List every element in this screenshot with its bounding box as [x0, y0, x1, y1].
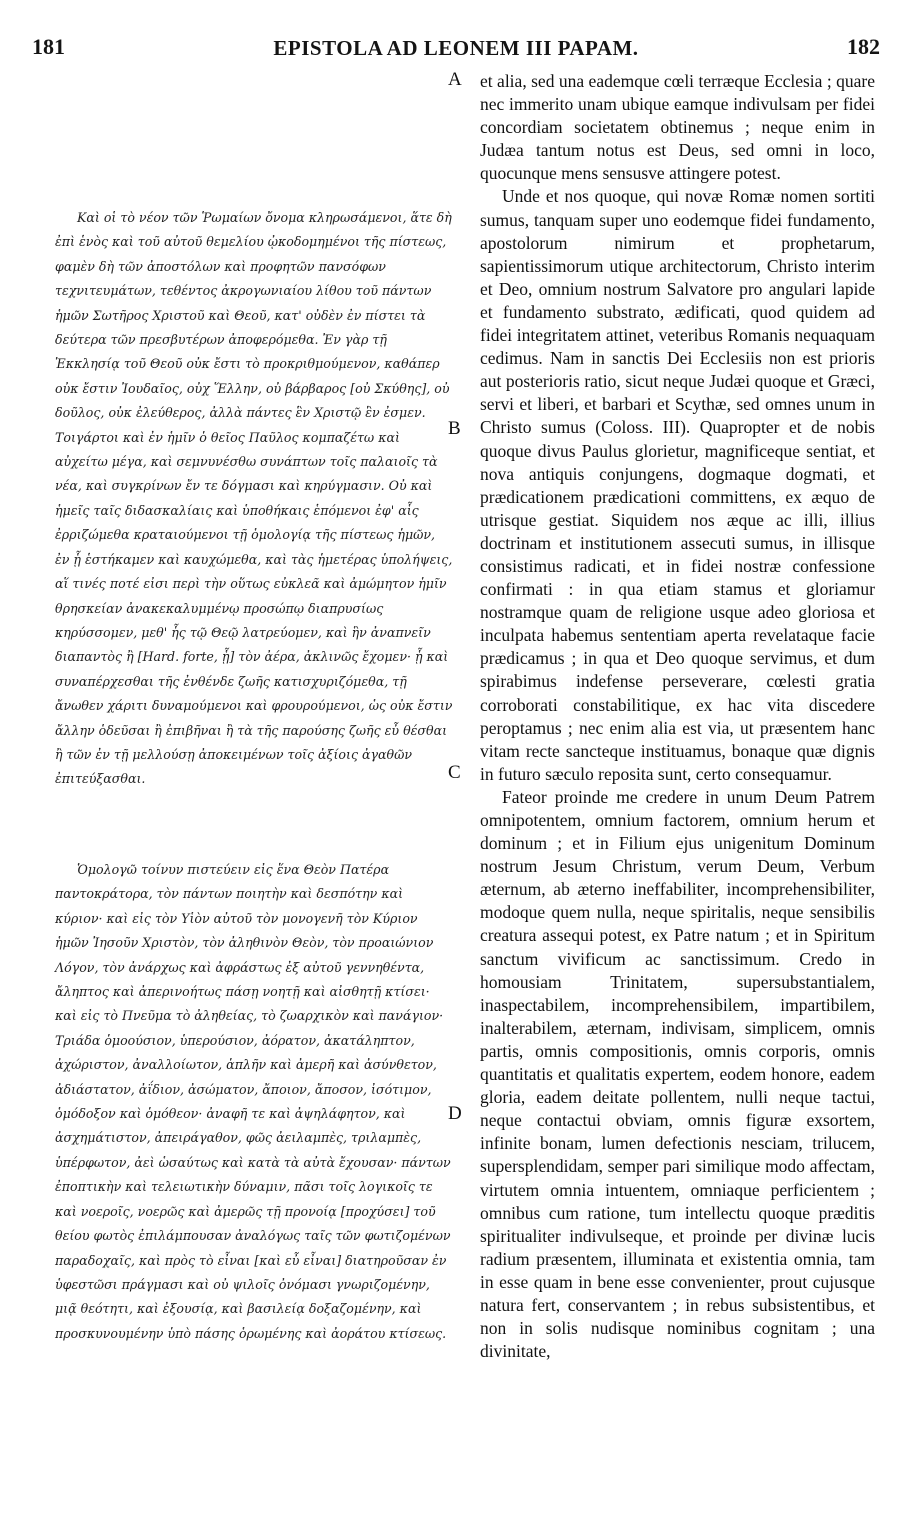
latin-column [480, 70, 875, 1363]
latin-paragraph-1: et alia, sed una eademque cœli terræque Ecclesia ; quare nec immerito unam ubique eamque indivulsam per fidei concordiam societatem obtinemus ; neque enim in Judæa tantum notus est Deus, sed omni in loco, quocunque mens sensusve attingere potest. [480, 71, 875, 184]
running-title: EPISTOLA AD LEONEM III PAPAM. [273, 36, 639, 60]
section-marker-d: D [448, 1103, 462, 1124]
right-page-number: 182 [847, 34, 880, 59]
greek-paragraph-1: Καὶ οἱ τὸ νέον τῶν Ῥωμαίων ὄνομα κληρωσάμενοι, ἅτε δὴ ἐπὶ ἑνὸς καὶ τοῦ αὐτοῦ θεμελίου ᾠκοδομημένοι τῆς πίστεως, φαμὲν δὴ τῶν ἀποστόλων καὶ προφητῶν πανσόφων τεχνιτευμάτων, τεθέντος ἀκρογωνιαίου λίθου τοῦ πάντων ἡμῶν Σωτῆρος Χριστοῦ καὶ Θεοῦ, κατ' οὐδὲν ἐν πίστει τὰ δεύτερα τῶν πρεσβυτέρων ἀποφερόμεθα. Ἐν γὰρ τῇ Ἐκκλησίᾳ τοῦ Θεοῦ οὐκ ἔστι τὸ προκριθμούμενον, καθάπερ οὐκ ἔστιν Ἰουδαῖος, οὐχ Ἕλλην, οὐ βάρβαρος [οὐ Σκύθης], οὐ δοῦλος, οὐκ ἐλεύθερος, ἀλλὰ πάντες ἓν Χριστῷ ἓν ἐσμεν. Τοιγάρτοι καὶ ἐν ἡμῖν ὁ θεῖος Παῦλος κομπαζέτω καὶ αὐχείτω μέγα, καὶ σεμνυνέσθω συνάπτων τοῖς παλαιοῖς τὰ νέα, καὶ συγκρίνων ἔν τε δόγμασι καὶ κηρύγμασιν. Οὐ καὶ ἡμεῖς ταῖς διδασκαλίαις καὶ ὑποθήκαις ἑπόμενοι ἐφ' αἷς ἐρριζώμεθα κραταιούμενοι τῇ ὁμολογίᾳ τῆς πίστεως ἡμῶν, ἐν ᾗ ἑστήκαμεν καὶ καυχώμεθα, καὶ τὰς ἡμετέρας ὑπολήψεις, αἵ τινές ποτέ εἰσι περὶ τὴν οὕτως εὐκλεᾶ καὶ ἀμώμητον ἡμῖν θρησκείαν ἀνακεκαλυμμένῳ προσώπῳ διαπρυσίως κηρύσσομεν, μεθ' ἧς τῷ Θεῷ λατρεύομεν, καὶ ἣν ἀναπνεῖν διαπαντὸς ἢ [Hard. forte, ᾗ] τὸν ἀέρα, ἀκλινῶς ἔχομεν· ᾗ καὶ συναπέρχεσθαι τῆς ἐνθένδε ζωῆς κατισχυριζόμεθα, τῇ ἄνωθεν χάριτι δυναμούμενοι καὶ φρουρούμενοι, ὡς οὐκ ἔστιν ἄλλην ὁδεῦσαι ἢ ἐπιβῆναι ἢ τὰ τῆς παρούσης ζωῆς εὖ θέσθαι ἢ τῶν ἐν τῇ μελλούσῃ ἀποκειμένων τοῖς ἀξίοις ἀγαθῶν ἐπιτεύξασθαι. [55, 210, 453, 787]
section-marker-c: C [448, 762, 461, 783]
left-page-number: 181 [32, 34, 65, 59]
greek-paragraph-1-block [55, 206, 453, 792]
greek-paragraph-2: Ὁμολογῶ τοίνυν πιστεύειν εἰς ἕνα Θεὸν Πατέρα παντοκράτορα, τὸν πάντων ποιητὴν καὶ δεσπότην καὶ κύριον· καὶ εἰς τὸν Υἱὸν αὐτοῦ τὸν μονογενῆ τὸν Κύριον ἡμῶν Ἰησοῦν Χριστὸν, τὸν ἀληθινὸν Θεὸν, τὸν προαιώνιον Λόγον, τὸν ἀνάρχως καὶ ἀφράστως ἐξ αὐτοῦ γεννηθέντα, ἄληπτος καὶ ἀπερινοήτως πάσῃ νοητῇ καὶ αἰσθητῇ κτίσει· καὶ εἰς τὸ Πνεῦμα τὸ ἀληθείας, τὸ ζωαρχικὸν καὶ πανάγιον· Τριάδα ὁμοούσιον, ὑπερούσιον, ἀόρατον, ἀκατάληπτον, ἀχώριστον, ἀναλλοίωτον, ἁπλῆν καὶ ἀμερῆ καὶ ἀσύνθετον, ἀδιάστατον, ἀΐδιον, ἀσώματον, ἄποιον, ἄποσον, ἰσότιμον, ὁμόδοξον καὶ ὁμόθεον· ἀναφῆ τε καὶ ἀψηλάφητον, καὶ ἀσχημάτιστον, ἀπειράγαθον, φῶς ἀειλαμπὲς, τριλαμπὲς, ὑπέρφωτον, ἀεὶ ὡσαύτως καὶ κατὰ τὰ αὐτὰ ἔχουσαν· πάντων ἐποπτικὴν καὶ τελειωτικὴν δύναμιν, πᾶσι τοῖς λογικοῖς τε καὶ νοεροῖς, νοερῶς καὶ ἀμερῶς τῇ προνοίᾳ [προχύσει] τοῦ θείου φωτὸς ἐπιλάμπουσαν ἀναλόγως ταῖς τῶν φωτιζομένων παραδοχαῖς, καὶ πρὸς τὸ εἶναι [καὶ εὖ εἶναι] διατηροῦσαν ἐν ὑφεστῶσι πράγμασι καὶ οὐ ψιλοῖς ὀνόμασι γνωριζομένην, μιᾷ θεότητι, καὶ ἐξουσίᾳ, καὶ βασιλείᾳ δοξαζομένην, καὶ προσκυνουμένην ὑπὸ πάσης ὁρωμένης καὶ ἀοράτου κτίσεως. [55, 862, 451, 1341]
section-marker-a: A [448, 69, 462, 90]
greek-paragraph-2-block [55, 858, 453, 1346]
section-marker-b: B [448, 418, 461, 439]
latin-paragraph-3: Fateor proinde me credere in unum Deum Patrem omnipotentem, omnium factorem, omnium herum et dominum ; et in Filium ejus unigenitum Dominum nostrum Jesum Christum, verum Deum, Verbum æternum, ab æterno ineffabiliter, incomprehensibiliter, modoque quem nulla, neque spiritalis, neque sensibilis creatura assequi potest, ex Patre natum ; et in Spiritum sanctum vivificum ac sanctissimum. Credo in homousiam Trinitatem, supersubstantialem, inaspectabilem, incomprehensibilem, impartibilem, inalterabilem, æternam, indivisam, simplicem, omnis partis, omnis compositionis, omnis corporis, omnis quantitatis et qualitatis expertem, eodem honore, eadem gloria, eadem deitate pollentem, nulli neque tactui, neque contactui obviam, omnis figuræ exsortem, infinite bonam, lumen defectionis nesciam, trilucem, supersplendidam, semper pari similique modo affectam, virtutem omnia intuentem, omniaque perficientem ; omnibus cum ratione, tum intellectu quoque præditis spiritualiter indivulseque, et proinde per divinæ lucis radium præsentem, illuminata et existentia omnia, tam in esse quam in bene esse convenienter, prout cujusque natura fert, conservantem ; in rebus subsistentibus, et non in solis nudisque nominibus cognitam ; una divinitate, [480, 786, 875, 1362]
page-header [32, 34, 880, 64]
latin-paragraph-2: Unde et nos quoque, qui novæ Romæ nomen sortiti sumus, tanquam super uno eodemque fidei fundamento, apostolorum nimirum et prophetarum, sapientissimorum utique architectorum, Christo interim et Deo, omnium nostrum Salvatore pro angulari lapide et fundamento substrato, ædificati, quod quidem ad fidei integritatem attinet, veteribus Romanis nequaquam cedimus. Nam in sanctis Dei Ecclesiis non est prioris aut posterioris ratio, sicut neque Judæi quoque et Græci, servi et liberi, et barbari et Scythæ, sed omnes unum in Christo sumus (Coloss. III). Quapropter et de nobis quoque divus Paulus glorietur, magnificeque sentiat, et nova antiquis conjungens, dogmaque dogmati, et prædicationem prædicationi committens, ex æquo de utrisque gestiat. Siquidem nos æque ac illi, illius doctrinam et institutionem assecuti sumus, in illisque consistimus radicati, et in fidei nostræ confessione confirmati : in qua etiam stamus et gloriamur nostramque quam de religione usque adeo gloriosa et inculpata habemus sententiam aperta revelataque facie prædicamus ; in qua et Deo quoque servimus, et dum spirabimus indefense perseverare, cœlesti gratia corroborati constabilitique, ex hac vita discedere peroptamus ; nec enim alia est via, ut præsentem hanc vitam recte sancteque instituamus, bonaque quæ dignis in futuro sæculo reposita sunt, certo consequamur. [480, 186, 875, 784]
